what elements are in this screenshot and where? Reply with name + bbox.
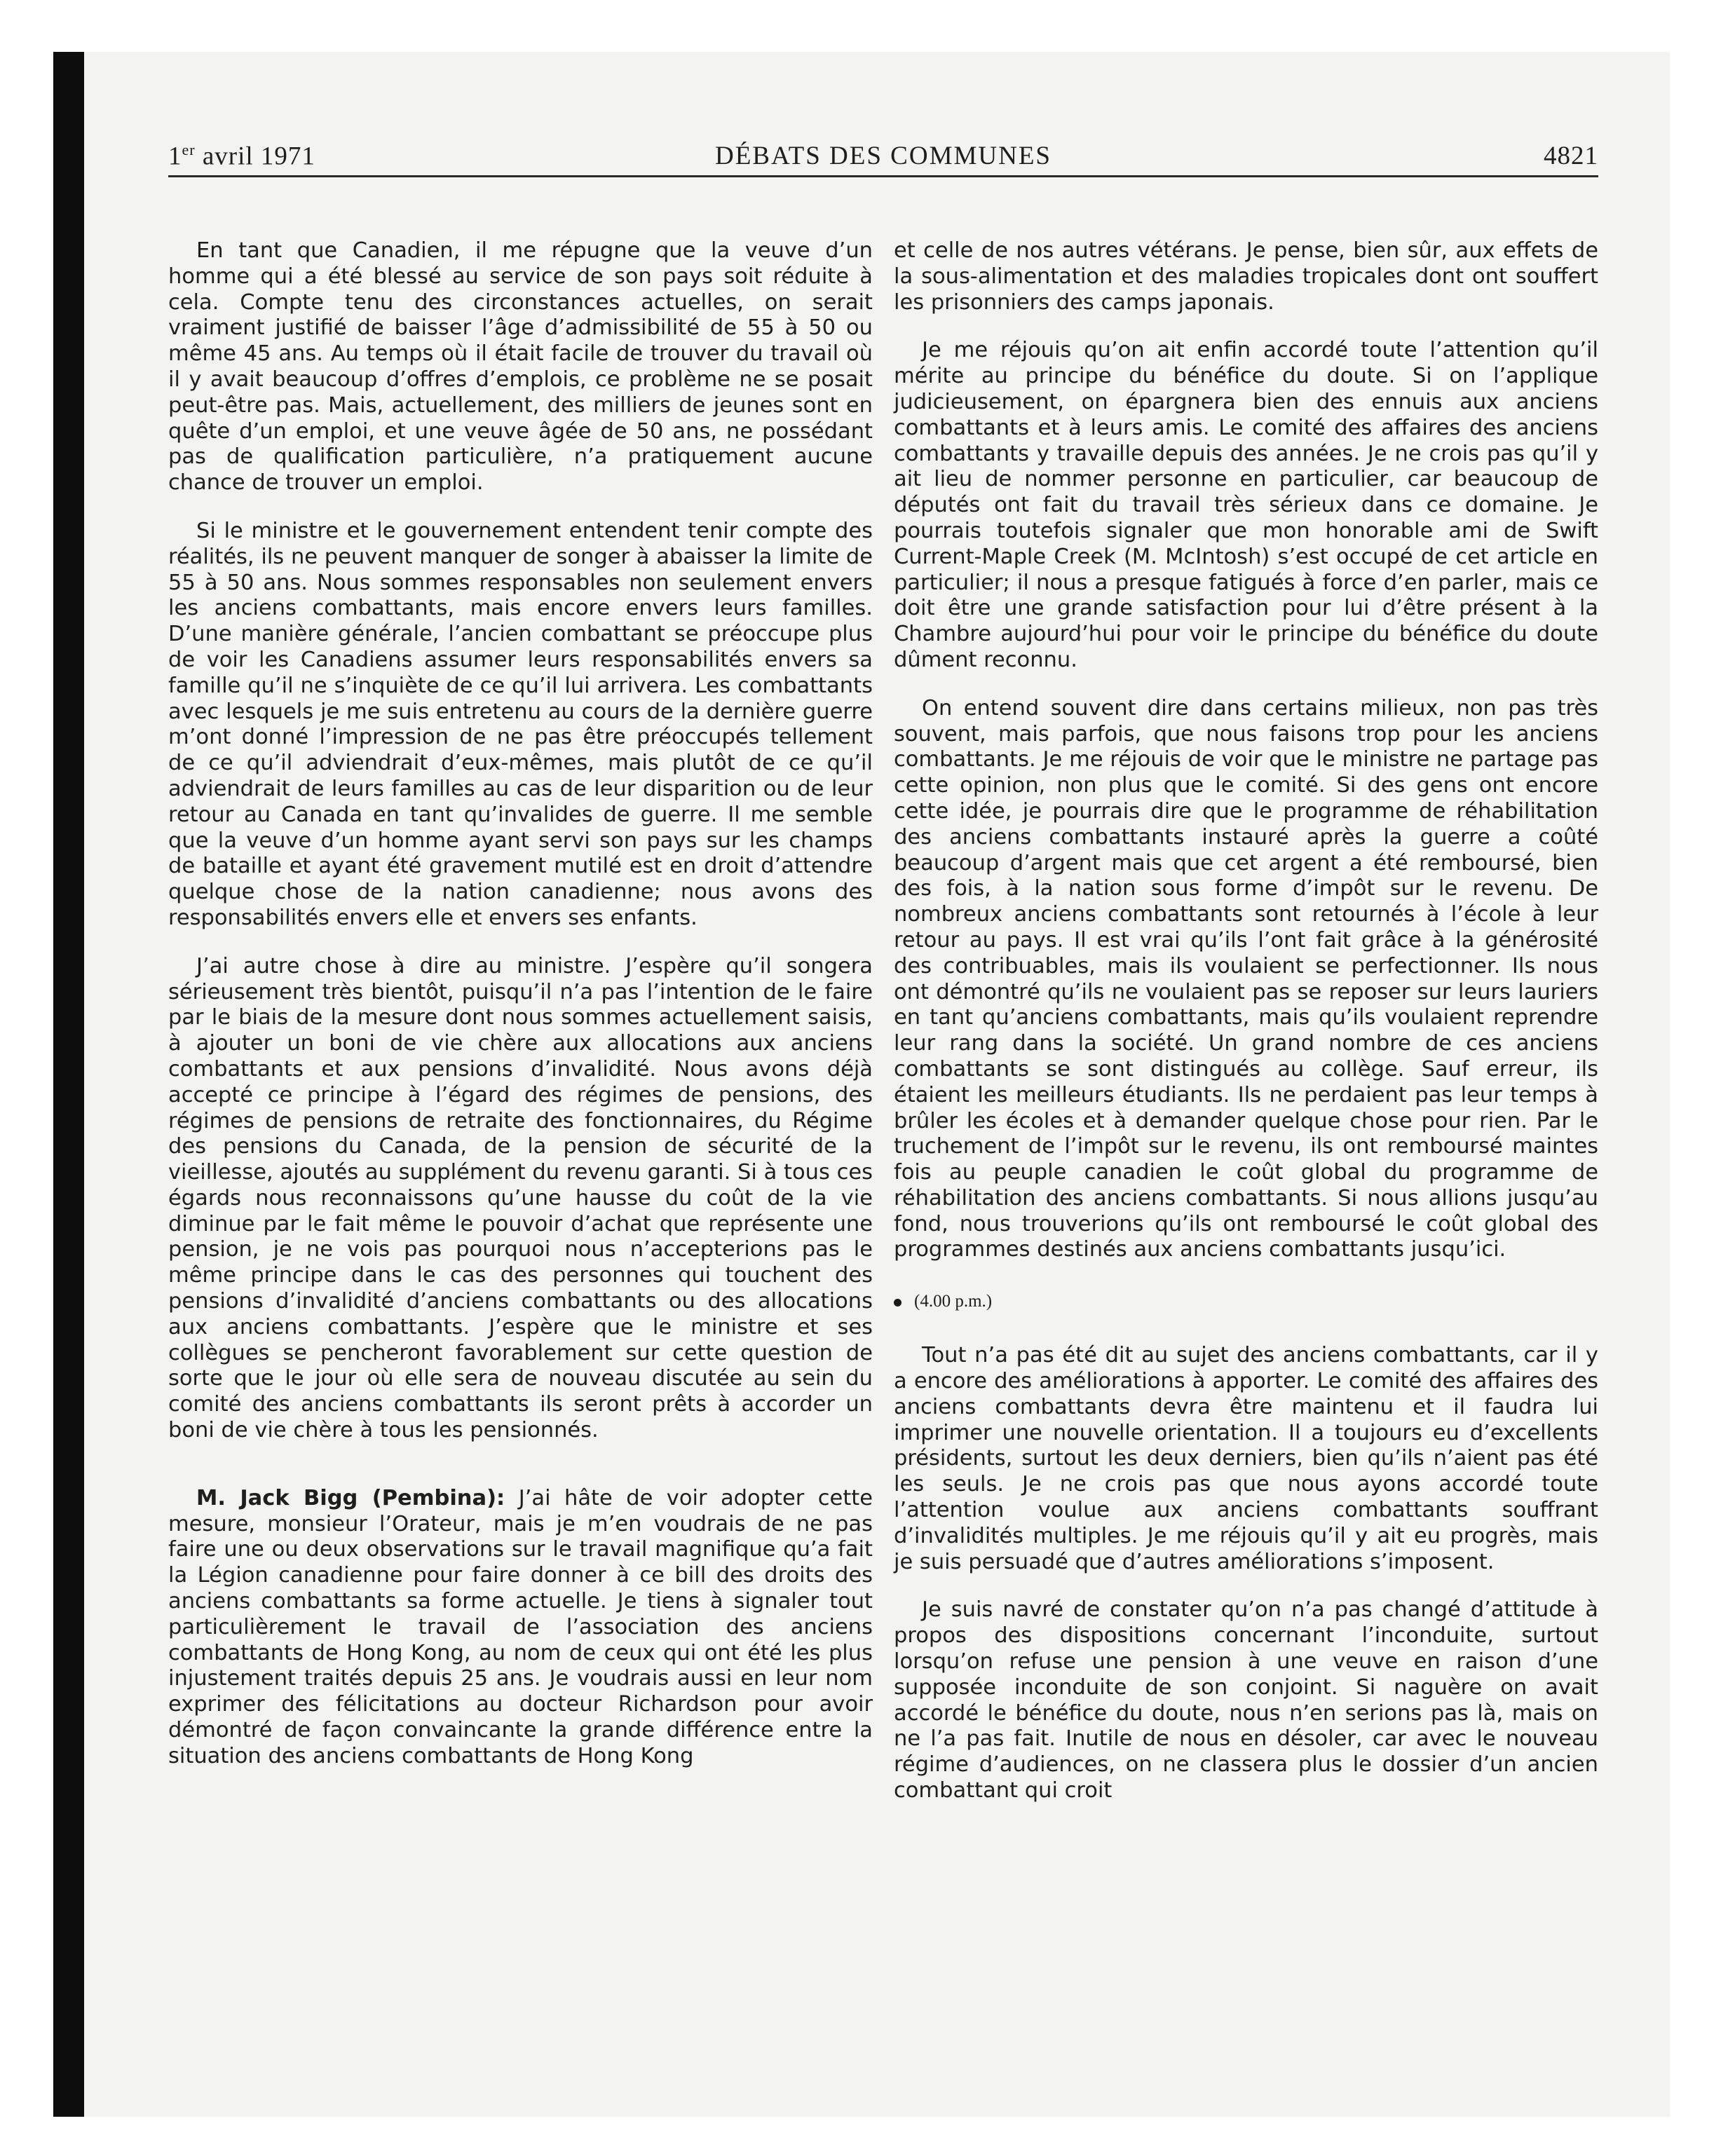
running-header [168,137,1598,177]
paragraph: Je me réjouis qu’on ait enfin accordé toute l’attention qu’il mérite au principe du bénéfice du doute. Si on l’applique judicieusement, on épargnera bien des ennuis aux anciens combattants et à leurs amis. Le comité des affaires des anciens combattants y travaille depuis des années. Je ne crois pas qu’il y ait lieu de nommer personne en particulier, car beaucoup de députés ont fait du travail très sérieux dans ce domaine. Je pourrais toutefois signaler que mon honorable ami de Swift Current-Maple Creek (M. McIntosh) s’est occupé de cet article en particulier; il nous a presque fatigués à force d’en parler, mais ce doit être une grande satisfaction pour lui d’être présent à la Chambre aujourd’hui pour voir le principe du bénéfice du doute dûment reconnu. [894,338,1598,672]
header-date-month-year: avril 1971 [195,142,315,170]
header-title: DÉBATS DES COMMUNES [714,142,1052,170]
speaker-paragraph [168,1486,873,1770]
speaker-name: M. Jack Bigg (Pembina): [196,1485,505,1510]
paragraph: Si le ministre et le gouvernement entendent tenir compte des réalités, ils ne peuvent manquer de songer à abaisser la limite de 55 à 50 ans. Nous sommes responsables non seulement envers les anciens combattants, mais encore envers leurs familles. D’une manière générale, l’ancien combattant se préoccupe plus de voir les Canadiens assumer leurs responsabilités envers sa famille qu’il ne s’inquiète de ce qu’il lui arrivera. Les combattants avec lesquels je me suis entretenu au cours de la dernière guerre m’ont donné l’impression de ne pas être préoccupés tellement de ce qu’il adviendrait d’eux-mêmes, mais plutôt de ce qu’il adviendrait de leurs familles au cas de leur disparition ou de leur retour au Canada en tant qu’invalides de guerre. Il me semble que la veuve d’un homme ayant servi son pays sur les champs de bataille et ayant été gravement mutilé est en droit d’attendre quelque chose de la nation canadienne; nous avons des responsabilités envers elle et envers ses enfants. [168,518,873,930]
paragraph: En tant que Canadien, il me répugne que la veuve d’un homme qui a été blessé au service de son pays soit réduite à cela. Compte tenu des circonstances actuelles, on serait vraiment justifié de baisser l’âge d’admissibilité de 55 à 50 ou même 45 ans. Au temps où il était facile de trouver du travail où il y avait beaucoup d’offres d’emplois, ce problème ne se posait peut-être pas. Mais, actuellement, des milliers de jeunes sont en quête d’un emploi, et une veuve âgée de 50 ans, ne possédant pas de qualification particulière, n’a pratiquement aucune chance de trouver un emploi. [168,238,873,496]
scan-border [53,52,84,2117]
paragraph: J’ai autre chose à dire au ministre. J’espère qu’il songera sérieusement très bientôt, puisqu’il n’a pas l’intention de le faire par le biais de la mesure dont nous sommes actuellement saisis, à ajouter un boni de vie chère aux allocations aux anciens combattants et aux pensions d’invalidité. Nous avons déjà accepté ce principe à l’égard des régimes de pensions, des régimes de pensions de retraite des fonctionnaires, du Régime des pensions du Canada, de la pension de sécurité de la vieillesse, ajoutés au supplément du revenu garanti. Si à tous ces égards nous reconnaissons qu’une hausse du coût de la vie diminue par le fait même le pouvoir d’achat que représente une pension, je ne vois pas pourquoi nous n’accepterions pas le même principe dans le cas des personnes qui touchent des pensions d’invalidité d’anciens combattants ou des allocations aux anciens combattants. J’espère que le ministre et ses collègues se pencheront favorablement sur cette question de sorte que le jour où elle sera de nouveau discutée au sein du comité des anciens combattants ils seront prêts à accorder un boni de vie chère à tous les pensionnés. [168,953,873,1443]
page-number: 4821 [1544,142,1598,170]
speaker-text: J’ai hâte de voir adopter cette mesure, monsieur l’Orateur, mais je m’en voudrais de ne pas faire une ou deux observations sur le travail magnifique qu’a fait la Légion canadienne pour faire donner à ce bill des droits des anciens combattants sa forme actuelle. Je tiens à signaler tout particulièrement le travail de l’association des anciens combattants de Hong Kong, au nom de ceux qui ont été les plus injustement traités depuis 25 ans. Je voudrais aussi en leur nom exprimer des félicitations au docteur Richardson pour avoir démontré de façon convaincante la grande différence entre la situation des anciens combattants de Hong Kong [168,1485,873,1768]
paragraph: Tout n’a pas été dit au sujet des anciens combattants, car il y a encore des améliorations à apporter. Le comité des affaires des anciens combattants devra être maintenu et il faudra lui imprimer une nouvelle orientation. Il a toujours eu d’excellents présidents, surtout les deux derniers, bien qu’ils n’aient pas été les seuls. Je ne crois pas que nous ayons accordé toute l’attention voulue aux anciens combattants souffrant d’invalidités multiples. Je me réjouis qu’il y ait eu progrès, mais je suis persuadé que d’autres améliorations s’imposent. [894,1343,1598,1574]
bullet-icon [894,1299,901,1306]
header-date-day: 1 [168,142,182,170]
paragraph: et celle de nos autres vétérans. Je pense, bien sûr, aux effets de la sous-alimentation et des maladies tropicales dont ont souffert les prisonniers des camps japonais. [894,238,1598,315]
header-date-superscript: er [182,140,196,158]
left-column [168,238,873,1770]
time-marker-text: (4.00 p.m.) [914,1292,993,1311]
paragraph: On entend souvent dire dans certains milieux, non pas très souvent, mais parfois, que nous faisons trop pour les anciens combattants. Je me réjouis de voir que le ministre ne partage pas cette opinion, non plus que le comité. Si des gens ont encore cette idée, je pourrais dire que le programme de réhabilitation des anciens combattants instauré après la guerre a coûté beaucoup d’argent mais que cet argent a été remboursé, bien des fois, à la nation sous forme d’impôt sur le revenu. De nombreux anciens combattants sont retournés à l’école à leur retour au pays. Il est vrai qu’ils l’ont fait grâce à la générosité des contribuables, mais ils voulaient se perfectionner. Ils nous ont démontré qu’ils ne voulaient pas se reposer sur leurs lauriers en tant qu’anciens combattants, mais qu’ils voulaient reprendre leur rang dans la société. Un grand nombre de ces anciens combattants se sont distingués au collège. Sauf erreur, ils étaient les meilleurs étudiants. Ils ne perdaient pas leur temps à brûler les écoles et à demander quelque chose pour rien. Par le truchement de l’impôt sur le revenu, ils ont remboursé maintes fois au peuple canadien le coût global du programme de réhabilitation des anciens combattants. Si nous allions jusqu’au fond, nous trouverions qu’ils ont remboursé le coût global des programmes destinés aux anciens combattants jusqu’ici. [894,695,1598,1262]
time-marker [894,1291,1598,1312]
right-column [894,238,1598,1804]
paragraph: Je suis navré de constater qu’on n’a pas changé d’attitude à propos des dispositions concernant l’inconduite, surtout lorsqu’on refuse une pension à une veuve en raison d’une supposée inconduite de son conjoint. Si naguère on avait accordé le bénéfice du doute, nous n’en serions pas là, mais on ne l’a pas fait. Inutile de nous en désoler, car avec le nouveau régime d’audiences, on ne classera plus le dossier d’un ancien combattant qui croit [894,1597,1598,1803]
